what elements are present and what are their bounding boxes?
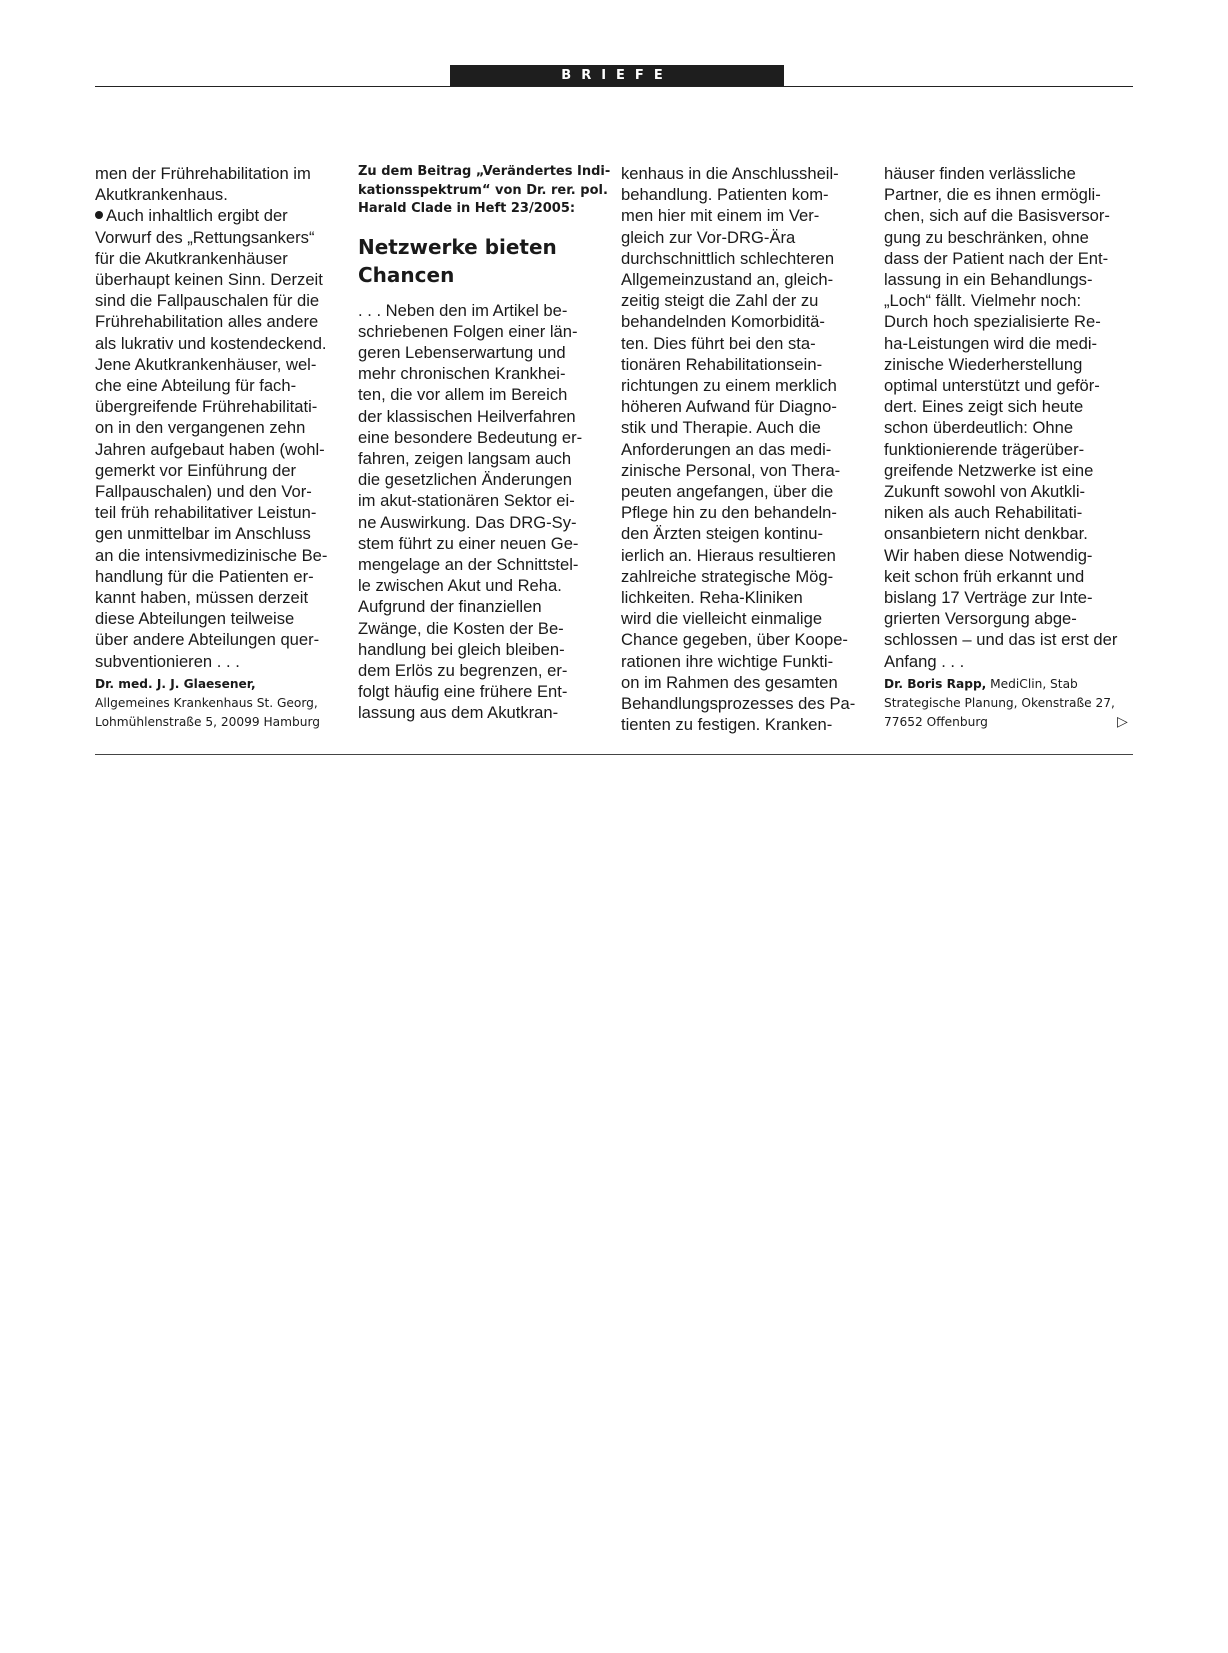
text-line: ierlich an. Hieraus resultieren bbox=[621, 545, 836, 565]
text-line: dert. Eines zeigt sich heute bbox=[884, 397, 1084, 417]
letter-column-3 bbox=[621, 163, 871, 735]
text-line: höheren Aufwand für Diagno- bbox=[621, 397, 837, 417]
text-line: lichkeiten. Reha-Kliniken bbox=[621, 588, 803, 608]
text-line: teil früh rehabilitativer Leistun- bbox=[95, 503, 317, 523]
header-rule bbox=[95, 86, 1133, 87]
text-line: gung zu beschränken, ohne bbox=[884, 227, 1089, 247]
text-line: zahlreiche strategische Mög- bbox=[621, 566, 834, 586]
text-line: behandlung. Patienten kom- bbox=[621, 185, 829, 205]
text-line: ha-Leistungen wird die medi- bbox=[884, 333, 1098, 353]
text-line: schlossen – und das ist erst der bbox=[884, 630, 1118, 650]
text-line: schon überdeutlich: Ohne bbox=[884, 418, 1074, 438]
text-line: Anfang . . . bbox=[884, 651, 965, 671]
text-line: Fallpauschalen) und den Vor- bbox=[95, 482, 312, 502]
text-line: sind die Fallpauschalen für die bbox=[95, 291, 320, 311]
text-line: Akutkrankenhaus. bbox=[95, 185, 228, 205]
text-line: Partner, die es ihnen ermögli- bbox=[884, 185, 1101, 205]
text-line: dem Erlös zu begrenzen, er- bbox=[358, 660, 568, 680]
text-line: mehr chronischen Krankhei- bbox=[358, 364, 566, 384]
text-line: Anforderungen an das medi- bbox=[621, 439, 832, 459]
text-line: Zwänge, die Kosten der Be- bbox=[358, 618, 564, 638]
text-line: zinische Personal, von Thera- bbox=[621, 460, 841, 480]
text-line: gen unmittelbar im Anschluss bbox=[95, 524, 311, 544]
reference-line: Zu dem Beitrag „Verändertes Indi- bbox=[358, 164, 611, 179]
text-line: stik und Therapie. Auch die bbox=[621, 418, 821, 438]
text-line: niken als auch Rehabilitati- bbox=[884, 503, 1083, 523]
author-signature bbox=[884, 675, 1134, 732]
text-line: Vorwurf des „Rettungsankers“ bbox=[95, 227, 315, 247]
bullet-icon bbox=[95, 211, 103, 219]
text-line: fahren, zeigen langsam auch bbox=[358, 448, 572, 468]
text-line: stem führt zu einer neuen Ge- bbox=[358, 533, 579, 553]
author-address: Lohmühlenstraße 5, 20099 Hamburg bbox=[95, 714, 320, 729]
bottom-rule bbox=[95, 754, 1133, 755]
text-line: men der Frührehabilitation im bbox=[95, 164, 311, 183]
text-line: ten, die vor allem im Bereich bbox=[358, 385, 568, 405]
text-line: mengelage an der Schnittstel- bbox=[358, 554, 579, 574]
headline-line: Chancen bbox=[358, 262, 455, 287]
text-line: Allgemeinzustand an, gleich- bbox=[621, 270, 834, 290]
text-line: grierten Versorgung abge- bbox=[884, 609, 1077, 629]
text-line: Durch hoch spezialisierte Re- bbox=[884, 312, 1101, 332]
text-line: die gesetzlichen Änderungen bbox=[358, 470, 573, 490]
author-signature bbox=[95, 675, 345, 732]
text-line: funktionierende trägerüber- bbox=[884, 439, 1085, 459]
text-line: handlung für die Patienten er- bbox=[95, 566, 314, 586]
text-line: subventionieren . . . bbox=[95, 651, 240, 671]
author-address: 77652 Offenburg bbox=[884, 714, 988, 729]
text-line: Jene Akutkrankenhäuser, wel- bbox=[95, 354, 317, 374]
letter-column-2 bbox=[358, 163, 611, 724]
text-line: Frührehabilitation alles andere bbox=[95, 312, 319, 332]
text-line: durchschnittlich schlechteren bbox=[621, 248, 835, 268]
text-line: Aufgrund der finanziellen bbox=[358, 597, 542, 617]
text-line: Pflege hin zu den behandeln- bbox=[621, 503, 837, 523]
text-line: dass der Patient nach der Ent- bbox=[884, 248, 1109, 268]
text-line: schriebenen Folgen einer län- bbox=[358, 321, 578, 341]
text-line: kenhaus in die Anschlussheil- bbox=[621, 164, 839, 183]
text-line: tionären Rehabilitationsein- bbox=[621, 354, 823, 374]
text-line: onsanbietern nicht denkbar. bbox=[884, 524, 1088, 544]
text-line: men hier mit einem im Ver- bbox=[621, 206, 820, 226]
reference-line: kationsspektrum“ von Dr. rer. pol. bbox=[358, 182, 608, 198]
text-line: rationen ihre wichtige Funkti- bbox=[621, 651, 834, 671]
text-line: optimal unterstützt und geför- bbox=[884, 376, 1100, 396]
author-name: Dr. Boris Rapp, bbox=[884, 676, 987, 691]
text-line: zeitig steigt die Zahl der zu bbox=[621, 291, 819, 311]
text-line: behandelnden Komorbiditä- bbox=[621, 312, 825, 332]
text-line: Zukunft sowohl von Akutkli- bbox=[884, 482, 1086, 502]
text-line: an die intensivmedizinische Be- bbox=[95, 545, 328, 565]
text-line: le zwischen Akut und Reha. bbox=[358, 576, 562, 596]
text-line: wird die vielleicht einmalige bbox=[621, 609, 823, 629]
text-line: lassung aus dem Akutkran- bbox=[358, 703, 559, 723]
text-line: gleich zur Vor-DRG-Ära bbox=[621, 227, 796, 247]
text-line: der klassischen Heilverfahren bbox=[358, 406, 576, 426]
text-line: lassung in ein Behandlungs- bbox=[884, 270, 1093, 290]
text-line: Jahren aufgebaut haben (wohl- bbox=[95, 439, 325, 459]
text-line: als lukrativ und kostendeckend. bbox=[95, 333, 327, 353]
text-line bbox=[95, 205, 345, 226]
text-line: im akut-stationären Sektor ei- bbox=[358, 491, 575, 511]
letter-reference bbox=[358, 163, 611, 219]
text-line: übergreifende Frührehabilitati- bbox=[95, 397, 318, 417]
text-line: ne Auswirkung. Das DRG-Sy- bbox=[358, 512, 577, 532]
author-affiliation: Allgemeines Krankenhaus St. Georg, bbox=[95, 695, 318, 710]
text-line: ten. Dies führt bei den sta- bbox=[621, 333, 816, 353]
author-affiliation: MediClin, Stab bbox=[986, 676, 1078, 691]
text-line: eine besondere Bedeutung er- bbox=[358, 427, 583, 447]
letter-headline bbox=[358, 233, 608, 289]
text-line: Chance gegeben, über Koope- bbox=[621, 630, 848, 650]
text-line: geren Lebenserwartung und bbox=[358, 342, 566, 362]
text-line: über andere Abteilungen quer- bbox=[95, 630, 320, 650]
letter-column-1 bbox=[95, 163, 345, 732]
text-line: richtungen zu einem merklich bbox=[621, 376, 837, 396]
text-line: bislang 17 Verträge zur Inte- bbox=[884, 588, 1093, 608]
letter-column-4 bbox=[884, 163, 1134, 732]
text-line-content: Auch inhaltlich ergibt der bbox=[106, 206, 288, 226]
headline-line: Netzwerke bieten bbox=[358, 234, 557, 259]
text-line: on im Rahmen des gesamten bbox=[621, 672, 838, 692]
author-name: Dr. med. J. J. Glaesener, bbox=[95, 676, 256, 691]
text-line: keit schon früh erkannt und bbox=[884, 566, 1085, 586]
reference-line: Harald Clade in Heft 23/2005: bbox=[358, 201, 576, 216]
text-line: tienten zu festigen. Kranken- bbox=[621, 715, 833, 735]
text-line: folgt häufig eine frühere Ent- bbox=[358, 682, 568, 702]
text-line: peuten angefangen, über die bbox=[621, 482, 834, 502]
text-line: Behandlungsprozesses des Pa- bbox=[621, 694, 856, 714]
text-line: kannt haben, müssen derzeit bbox=[95, 588, 309, 608]
text-line: chen, sich auf die Basisversor- bbox=[884, 206, 1110, 226]
text-line: . . . Neben den im Artikel be- bbox=[358, 300, 568, 320]
text-line: diese Abteilungen teilweise bbox=[95, 609, 295, 629]
author-affiliation-cont: Strategische Planung, Okenstraße 27, bbox=[884, 695, 1115, 710]
text-line: handlung bei gleich bleiben- bbox=[358, 639, 565, 659]
text-line: on in den vergangenen zehn bbox=[95, 418, 306, 438]
text-line: che eine Abteilung für fach- bbox=[95, 376, 297, 396]
text-line: „Loch“ fällt. Vielmehr noch: bbox=[884, 291, 1082, 311]
text-line: gemerkt vor Einführung der bbox=[95, 460, 297, 480]
text-line: den Ärzten steigen kontinu- bbox=[621, 524, 824, 544]
text-line: greifende Netzwerke ist eine bbox=[884, 460, 1094, 480]
text-line: Wir haben diese Notwendig- bbox=[884, 545, 1093, 565]
text-line: zinische Wiederherstellung bbox=[884, 354, 1083, 374]
text-line: überhaupt keinen Sinn. Derzeit bbox=[95, 270, 323, 290]
triangle-right-outline-icon: ▷ bbox=[1117, 714, 1128, 730]
text-line: häuser finden verlässliche bbox=[884, 164, 1076, 183]
section-tab: BRIEFE bbox=[450, 65, 784, 86]
text-line: für die Akutkrankenhäuser bbox=[95, 248, 288, 268]
